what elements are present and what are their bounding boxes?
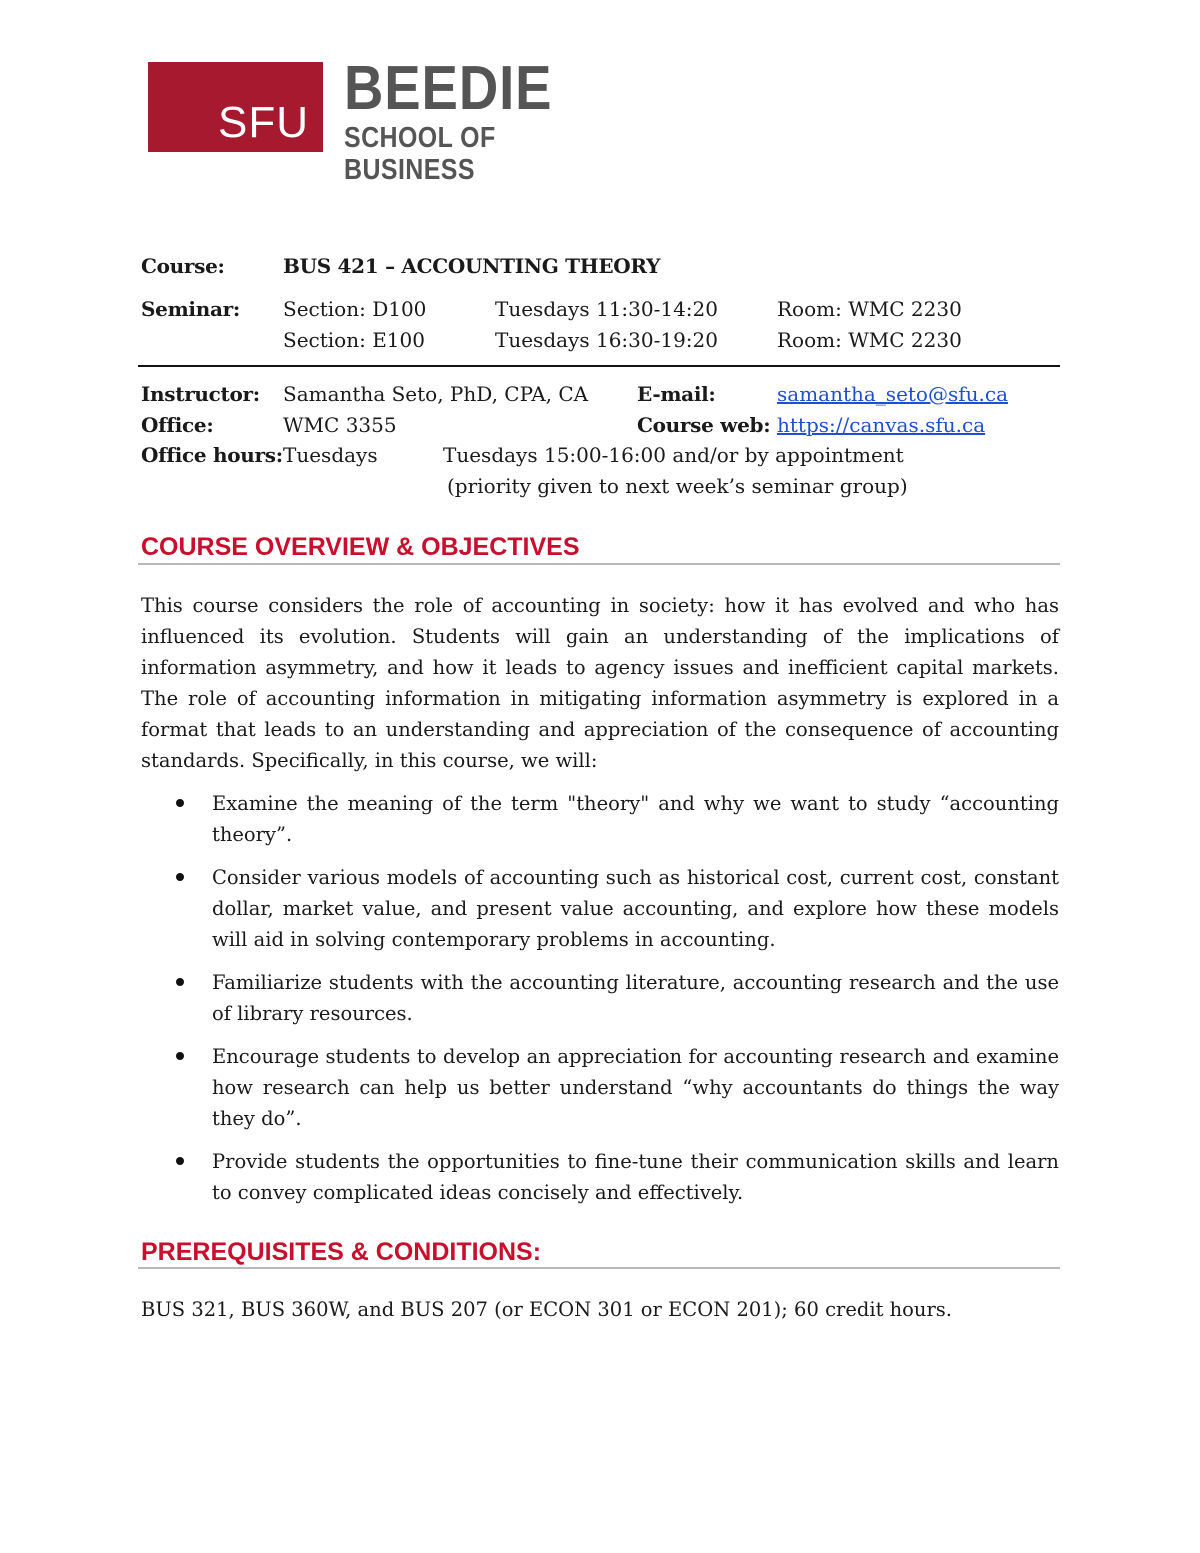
overview-heading: COURSE OVERVIEW & OBJECTIVES (141, 533, 580, 561)
logo-school-text: SCHOOL OF BUSINESS (344, 122, 496, 186)
course-web-label: Course web: (637, 413, 771, 437)
office-hours-day: Tuesdays (283, 443, 378, 467)
seminar-room-2: Room: WMC 2230 (777, 328, 962, 352)
list-item: Encourage students to develop an appreciation for accounting research and examine how research can help us better understand “why accountants do things the way they do”. (141, 1041, 1059, 1134)
office-value: WMC 3355 (283, 413, 397, 437)
bullet-icon (176, 799, 184, 807)
instructor-label: Instructor: (141, 382, 260, 406)
instructor-name: Samantha Seto, PhD, CPA, CA (283, 382, 589, 406)
list-item: Examine the meaning of the term "theory" and why we want to study “accounting theory”. (141, 788, 1059, 850)
overview-paragraph: This course considers the role of accounting in society: how it has evolved and who has influenced its evolution. Students will gain an understanding of the implications of information asymmetry, and how it leads to agency issues and inefficient capital markets. The role of accounting information in mitigating information asymmetry is explored in a format that leads to an understanding and appreciation of the consequence of accounting standards. Specifically, in this course, we will: (141, 594, 1059, 772)
sfu-beedie-logo (148, 54, 628, 186)
office-hours-label: Office hours: (141, 443, 283, 467)
seminar-section-2: Section: E100 (283, 328, 425, 352)
bullet-icon (176, 978, 184, 986)
seminar-section-1: Section: D100 (283, 297, 427, 321)
course-label: Course: (141, 254, 225, 278)
list-item: Provide students the opportunities to fine-tune their communication skills and learn to convey complicated ideas concisely and effectively. (141, 1146, 1059, 1208)
logo-beedie-text: BEEDIE (344, 54, 553, 123)
seminar-label: Seminar: (141, 297, 240, 321)
logo-red-box (148, 62, 323, 152)
seminar-time-1: Tuesdays 11:30-14:20 (495, 297, 718, 321)
header-divider (138, 365, 1060, 367)
email-label: E-mail: (637, 382, 716, 406)
course-web-link[interactable]: https://canvas.sfu.ca (777, 413, 986, 437)
email-link[interactable]: samantha_seto@sfu.ca (777, 382, 1009, 406)
overview-divider (138, 563, 1060, 565)
bullet-icon (176, 1157, 184, 1165)
bullet-icon (176, 873, 184, 881)
logo-sfu-text: SFU (218, 98, 309, 147)
prerequisites-heading: PREREQUISITES & CONDITIONS: (141, 1238, 542, 1266)
list-item: Consider various models of accounting such as historical cost, current cost, constant dollar, market value, and present value accounting, and explore how these models will aid in solving contemporary problems in accounting. (141, 862, 1059, 955)
course-title: BUS 421 – ACCOUNTING THEORY (283, 254, 661, 278)
seminar-room-1: Room: WMC 2230 (777, 297, 962, 321)
objectives-list (141, 788, 1059, 1220)
office-hours-detail: Tuesdays 15:00-16:00 and/or by appointment (443, 443, 904, 467)
prerequisites-text: BUS 321, BUS 360W, and BUS 207 (or ECON 301 or ECON 201); 60 credit hours. (141, 1298, 952, 1321)
prerequisites-divider (138, 1267, 1060, 1269)
office-hours-note: (priority given to next week’s seminar group) (447, 474, 908, 498)
list-item: Familiarize students with the accounting literature, accounting research and the use of library resources. (141, 967, 1059, 1029)
bullet-icon (176, 1052, 184, 1060)
office-label: Office: (141, 413, 214, 437)
seminar-time-2: Tuesdays 16:30-19:20 (495, 328, 718, 352)
